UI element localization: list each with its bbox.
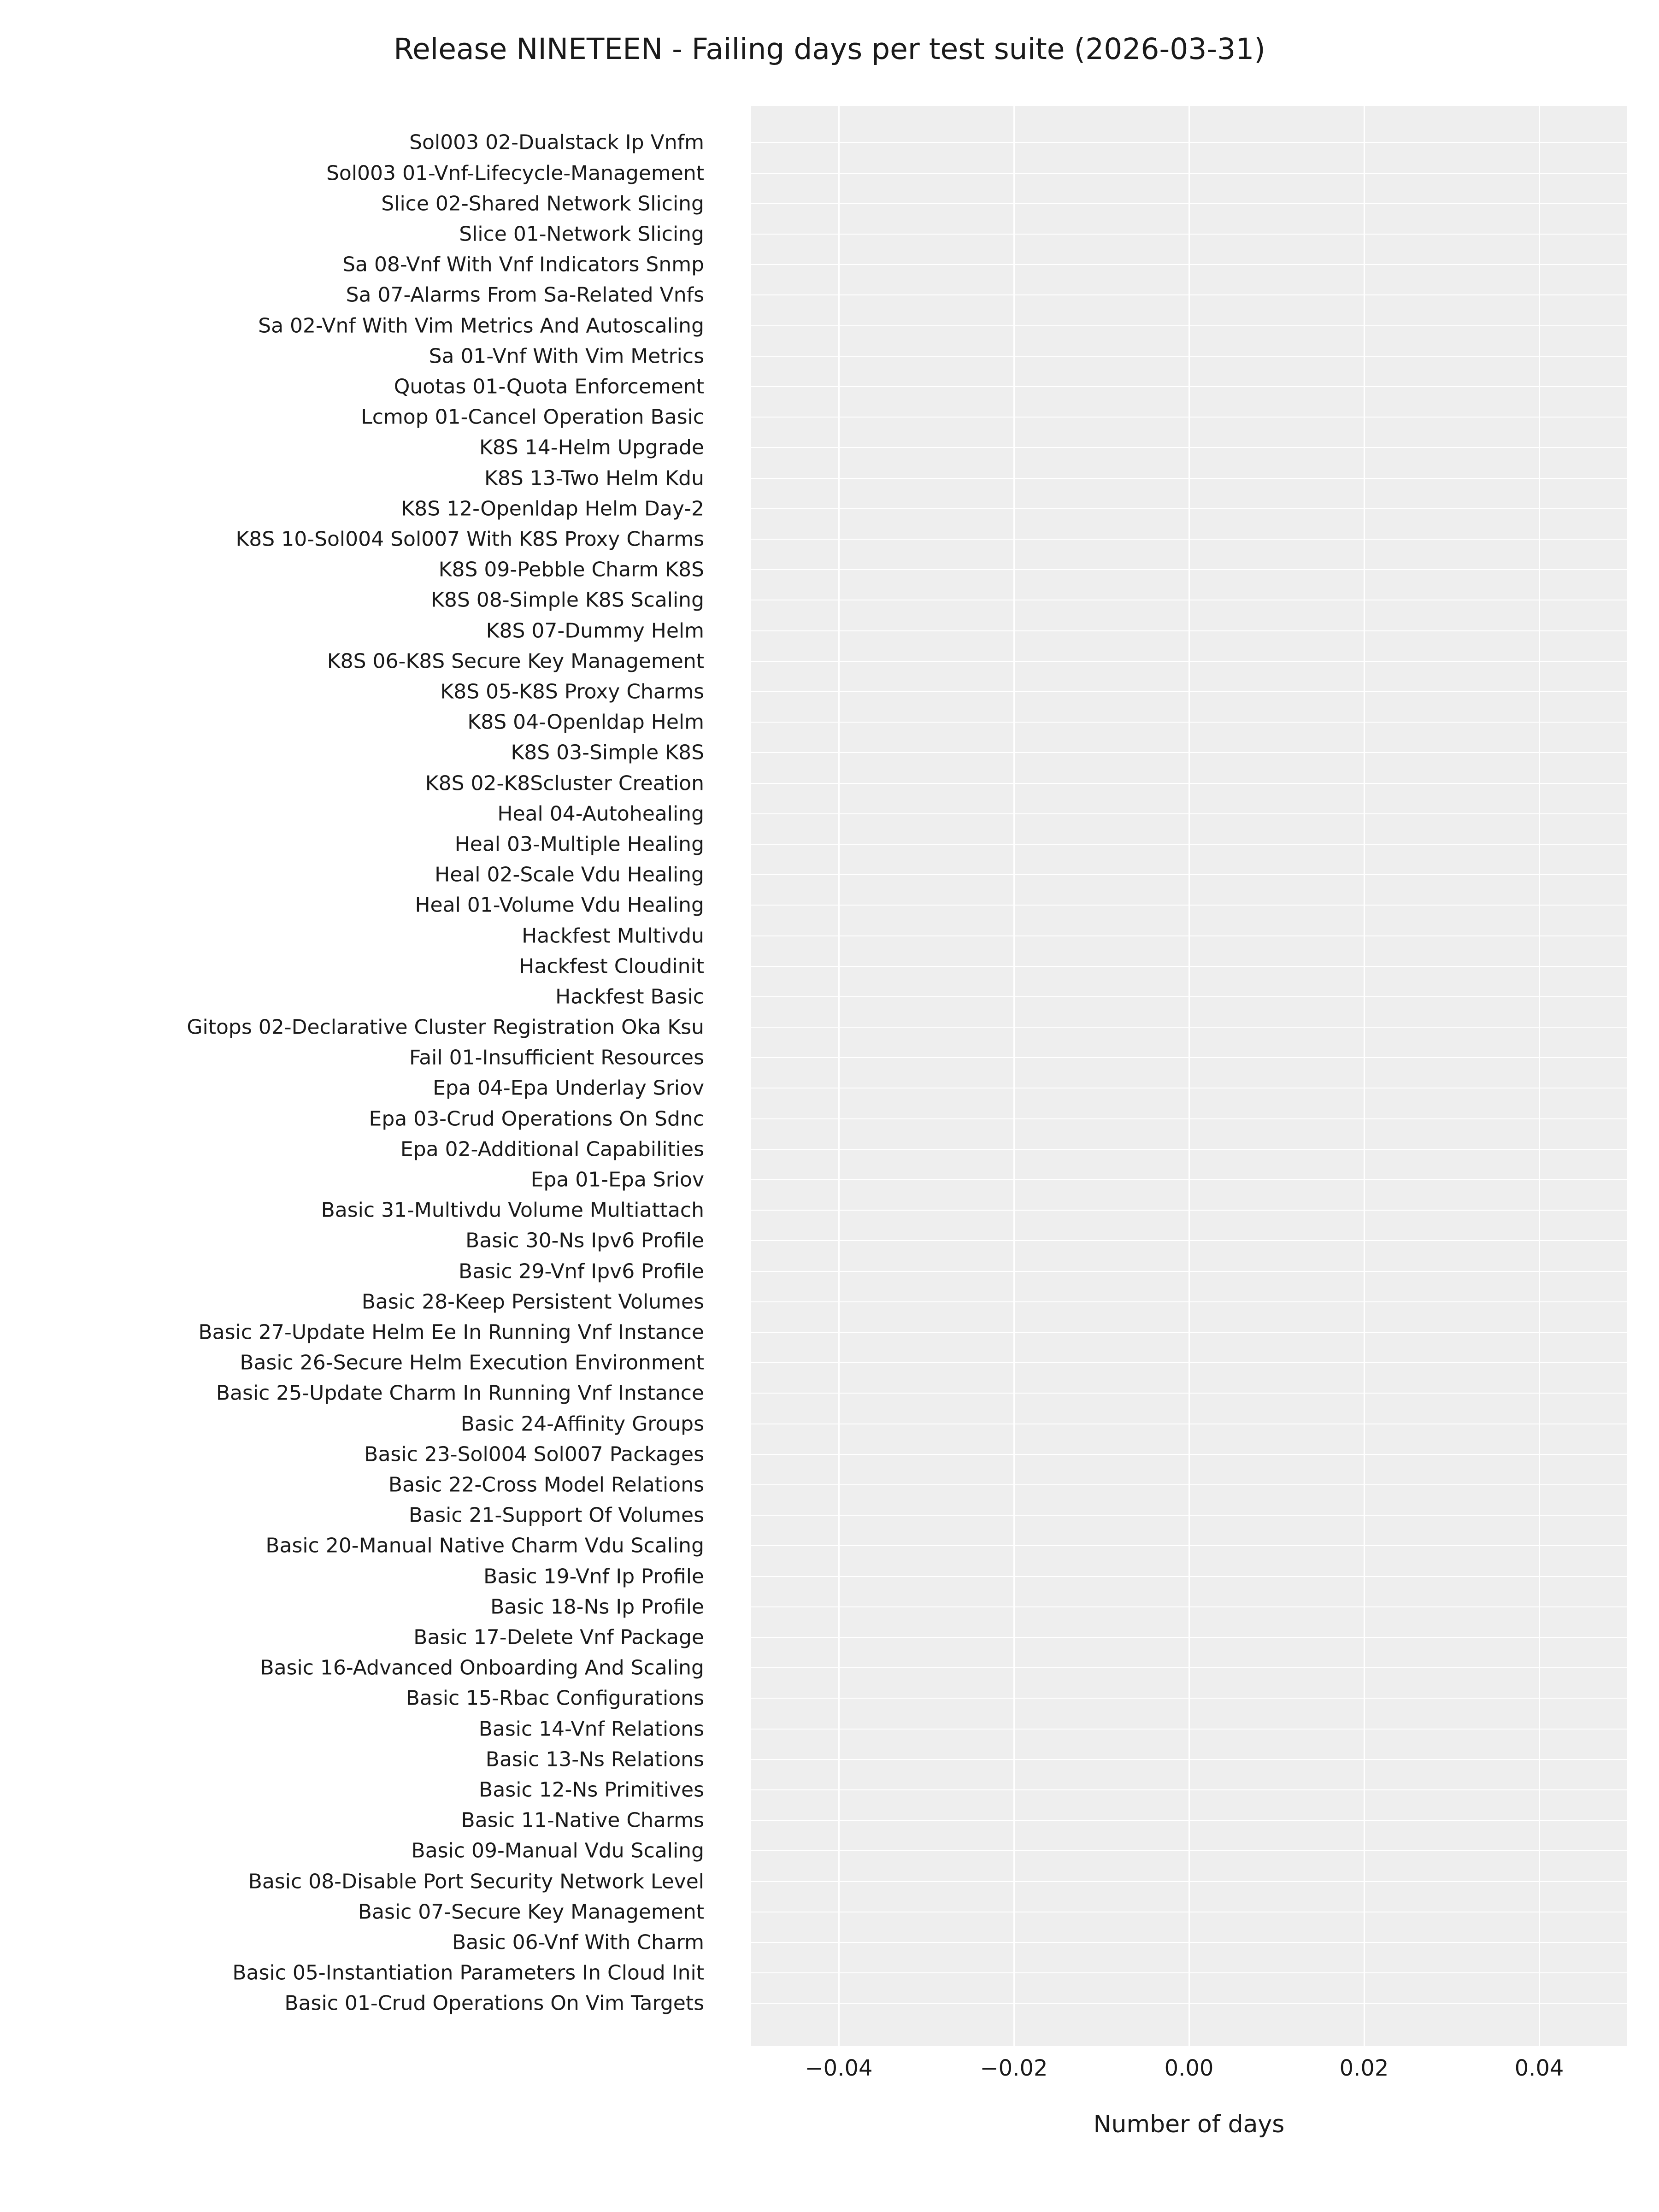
category-label: Basic 17-Delete Vnf Package	[413, 1625, 704, 1649]
category-label: Lcmop 01-Cancel Operation Basic	[361, 405, 704, 429]
gridline-horizontal	[751, 569, 1627, 570]
gridline-horizontal	[751, 813, 1627, 814]
gridline-horizontal	[751, 264, 1627, 265]
category-label: Basic 28-Keep Persistent Volumes	[361, 1290, 704, 1314]
gridline-horizontal	[751, 386, 1627, 387]
category-label: K8S 10-Sol004 Sol007 With K8S Proxy Charms	[235, 527, 704, 551]
category-label: Basic 09-Manual Vdu Scaling	[411, 1839, 704, 1863]
gridline-vertical	[838, 106, 840, 2046]
gridline-horizontal	[751, 508, 1627, 509]
gridline-horizontal	[751, 1515, 1627, 1516]
gridline-horizontal	[751, 1210, 1627, 1211]
gridline-horizontal	[751, 1057, 1627, 1058]
category-label: Basic 29-Vnf Ipv6 Profile	[459, 1259, 704, 1283]
category-label: Basic 19-Vnf Ip Profile	[483, 1565, 704, 1588]
category-label: Slice 01-Network Slicing	[459, 222, 704, 246]
gridline-horizontal	[751, 996, 1627, 997]
gridline-vertical	[1188, 106, 1190, 2046]
category-label: Epa 01-Epa Sriov	[530, 1168, 704, 1192]
category-label: K8S 06-K8S Secure Key Management	[327, 649, 704, 673]
gridline-horizontal	[751, 1545, 1627, 1546]
category-label: Sol003 02-Dualstack Ip Vnfm	[409, 130, 704, 154]
category-label: Basic 25-Update Charm In Running Vnf Instance	[216, 1381, 704, 1405]
category-label: K8S 05-K8S Proxy Charms	[440, 680, 704, 704]
category-label: K8S 07-Dummy Helm	[486, 619, 704, 643]
category-label: Basic 30-Ns Ipv6 Profile	[465, 1229, 704, 1253]
category-label: K8S 12-Openldap Helm Day-2	[401, 497, 704, 521]
plot-area	[751, 106, 1627, 2046]
gridline-horizontal	[751, 691, 1627, 692]
category-label: Basic 31-Multivdu Volume Multiattach	[321, 1198, 704, 1222]
gridline-horizontal	[751, 722, 1627, 723]
chart-title: Release NINETEEN - Failing days per test suite (2026-03-31)	[394, 32, 1265, 66]
gridline-horizontal	[751, 630, 1627, 631]
gridline-horizontal	[751, 325, 1627, 326]
x-tick-label: −0.04	[805, 2055, 873, 2081]
gridline-horizontal	[751, 203, 1627, 204]
category-label: Basic 18-Ns Ip Profile	[490, 1595, 704, 1619]
gridline-horizontal	[751, 1820, 1627, 1821]
category-label: Basic 15-Rbac Configurations	[406, 1686, 704, 1710]
gridline-horizontal	[751, 1667, 1627, 1668]
gridline-horizontal	[751, 1850, 1627, 1851]
category-label: Basic 01-Crud Operations On Vim Targets	[284, 1991, 704, 2015]
category-label: Hackfest Cloudinit	[519, 954, 704, 978]
category-label: Hackfest Multivdu	[522, 924, 704, 947]
category-label: Sa 02-Vnf With Vim Metrics And Autoscaling	[258, 314, 704, 338]
category-label: Basic 12-Ns Primitives	[479, 1778, 704, 1802]
category-label: Sa 01-Vnf With Vim Metrics	[429, 344, 704, 368]
category-label: Gitops 02-Declarative Cluster Registration Oka Ksu	[187, 1015, 704, 1039]
gridline-horizontal	[751, 1179, 1627, 1180]
category-label: Basic 06-Vnf With Charm	[452, 1930, 704, 1954]
category-label: Heal 02-Scale Vdu Healing	[435, 863, 704, 887]
gridline-horizontal	[751, 478, 1627, 479]
category-label: Basic 21-Support Of Volumes	[409, 1503, 704, 1527]
gridline-horizontal	[751, 356, 1627, 357]
gridline-horizontal	[751, 1576, 1627, 1577]
category-label: Basic 20-Manual Native Charm Vdu Scaling	[265, 1534, 704, 1558]
category-label: Basic 13-Ns Relations	[485, 1747, 704, 1771]
gridline-horizontal	[751, 874, 1627, 875]
category-label: Basic 26-Secure Helm Execution Environment	[240, 1351, 704, 1375]
gridline-horizontal	[751, 1393, 1627, 1394]
gridline-horizontal	[751, 1484, 1627, 1485]
x-tick-label: −0.02	[980, 2055, 1048, 2081]
gridline-horizontal	[751, 1789, 1627, 1790]
x-axis-title: Number of days	[1093, 2111, 1285, 2138]
gridline-horizontal	[751, 1881, 1627, 1882]
category-label: Heal 03-Multiple Healing	[454, 832, 704, 856]
category-label: Basic 22-Cross Model Relations	[388, 1473, 704, 1497]
gridline-vertical	[1013, 106, 1015, 2046]
x-tick-label: 0.00	[1164, 2055, 1214, 2081]
category-axis-labels	[0, 106, 737, 2046]
gridline-horizontal	[751, 1240, 1627, 1241]
gridline-horizontal	[751, 1271, 1627, 1272]
gridline-horizontal	[751, 661, 1627, 662]
gridline-horizontal	[751, 935, 1627, 936]
gridline-horizontal	[751, 844, 1627, 845]
category-label: Heal 04-Autohealing	[497, 802, 704, 826]
category-label: Basic 24-Affinity Groups	[460, 1412, 704, 1436]
gridline-horizontal	[751, 1637, 1627, 1638]
category-label: Basic 11-Native Charms	[461, 1808, 704, 1832]
gridline-horizontal	[751, 1454, 1627, 1455]
x-tick-label: 0.04	[1514, 2055, 1564, 2081]
category-label: Slice 02-Shared Network Slicing	[381, 192, 704, 216]
category-label: K8S 09-Pebble Charm K8S	[438, 558, 704, 582]
gridline-horizontal	[751, 417, 1627, 418]
category-label: K8S 13-Two Helm Kdu	[484, 466, 704, 490]
category-label: Quotas 01-Quota Enforcement	[394, 375, 704, 399]
gridline-horizontal	[751, 1362, 1627, 1363]
category-label: Epa 02-Additional Capabilities	[400, 1137, 704, 1161]
value-axis-tick-labels	[751, 2055, 1627, 2088]
gridline-horizontal	[751, 1759, 1627, 1760]
gridline-horizontal	[751, 1972, 1627, 1973]
category-label: Sa 07-Alarms From Sa-Related Vnfs	[346, 283, 704, 307]
category-label: Heal 01-Volume Vdu Healing	[415, 893, 704, 917]
gridline-horizontal	[751, 142, 1627, 143]
gridline-horizontal	[751, 1149, 1627, 1150]
gridline-horizontal	[751, 2003, 1627, 2004]
gridline-horizontal	[751, 1301, 1627, 1302]
gridline-horizontal	[751, 1698, 1627, 1699]
gridline-horizontal	[751, 447, 1627, 448]
category-label: Sol003 01-Vnf-Lifecycle-Management	[326, 161, 704, 185]
category-label: K8S 14-Helm Upgrade	[479, 435, 704, 459]
gridline-horizontal	[751, 539, 1627, 540]
category-label: Basic 23-Sol004 Sol007 Packages	[364, 1442, 704, 1466]
gridline-horizontal	[751, 1729, 1627, 1730]
gridline-vertical	[1364, 106, 1365, 2046]
gridline-vertical	[1539, 106, 1540, 2046]
gridline-horizontal	[751, 294, 1627, 295]
gridline-horizontal	[751, 752, 1627, 753]
category-label: Epa 03-Crud Operations On Sdnc	[369, 1107, 704, 1131]
gridline-horizontal	[751, 1606, 1627, 1607]
gridline-horizontal	[751, 1942, 1627, 1943]
category-label: Basic 27-Update Helm Ee In Running Vnf Instance	[198, 1320, 704, 1344]
category-label: Basic 05-Instantiation Parameters In Cloud Init	[232, 1961, 704, 1985]
gridline-horizontal	[751, 783, 1627, 784]
gridline-horizontal	[751, 1332, 1627, 1333]
x-tick-label: 0.02	[1339, 2055, 1389, 2081]
gridline-horizontal	[751, 905, 1627, 906]
category-label: K8S 03-Simple K8S	[511, 741, 704, 765]
category-label: Basic 08-Disable Port Security Network Level	[248, 1870, 704, 1894]
category-label: Basic 16-Advanced Onboarding And Scaling	[260, 1656, 704, 1680]
category-label: Basic 07-Secure Key Management	[358, 1900, 704, 1924]
category-label: K8S 02-K8Scluster Creation	[425, 771, 704, 795]
category-label: K8S 08-Simple K8S Scaling	[431, 588, 704, 612]
category-label: Sa 08-Vnf With Vnf Indicators Snmp	[342, 253, 704, 276]
category-label: Basic 14-Vnf Relations	[478, 1717, 704, 1741]
category-label: Hackfest Basic	[555, 985, 704, 1009]
gridline-horizontal	[751, 234, 1627, 235]
category-label: K8S 04-Openldap Helm	[467, 710, 704, 734]
category-label: Fail 01-Insufficient Resources	[409, 1046, 704, 1070]
gridline-horizontal	[751, 173, 1627, 174]
gridline-horizontal	[751, 1027, 1627, 1028]
category-label: Epa 04-Epa Underlay Sriov	[433, 1076, 704, 1100]
gridline-horizontal	[751, 1118, 1627, 1119]
gridline-horizontal	[751, 966, 1627, 967]
